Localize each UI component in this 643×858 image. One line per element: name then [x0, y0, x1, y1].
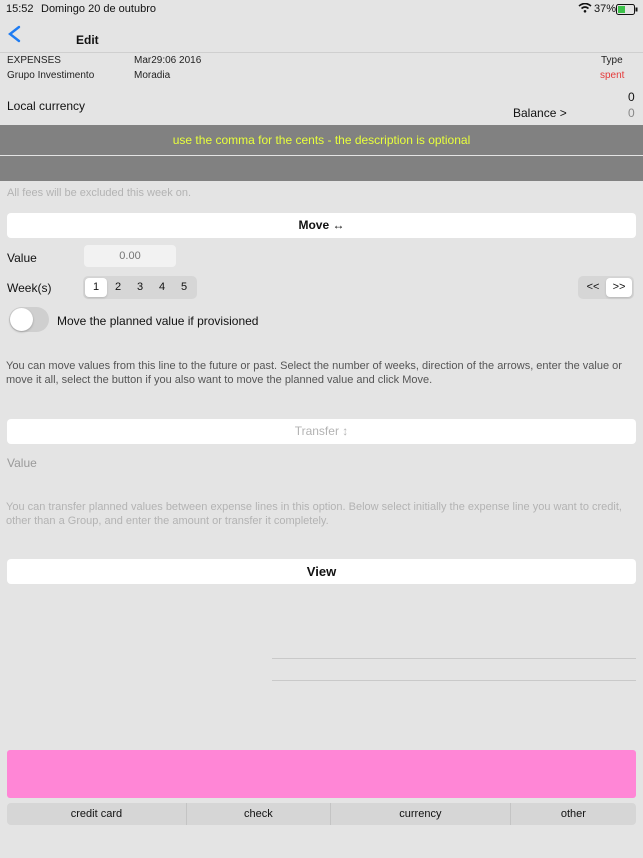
week-option-3[interactable]: 3	[136, 281, 144, 293]
week-option-5[interactable]: 5	[180, 281, 188, 293]
tab-check[interactable]: check	[187, 803, 331, 825]
week-option-4[interactable]: 4	[158, 281, 166, 293]
direction-back[interactable]: <<	[586, 281, 600, 293]
transfer-description: You can transfer planned values between expense lines in this option. Below select initially the expense line you want to credit, other than a Group, and enter the amount or transfer it completely.	[6, 501, 622, 527]
amount-value: 0	[628, 90, 635, 104]
move-button[interactable]	[7, 213, 636, 238]
view-button-label: View	[306, 564, 337, 579]
tab-currency[interactable]: currency	[331, 803, 511, 825]
transfer-button[interactable]	[7, 419, 636, 444]
nav-title: Edit	[76, 33, 99, 47]
move-planned-toggle[interactable]	[9, 307, 49, 332]
color-block	[7, 750, 636, 798]
wifi-icon	[578, 3, 592, 16]
payment-tabs[interactable]	[7, 803, 636, 825]
entry-date: Mar29:06 2016	[134, 55, 202, 66]
type-label: Type	[601, 55, 623, 66]
battery-percent: 37%	[594, 3, 617, 15]
tab-credit-card[interactable]: credit card	[7, 803, 187, 825]
item-name: Moradia	[134, 70, 171, 81]
direction-selector[interactable]	[578, 276, 634, 299]
back-chevron-icon[interactable]	[6, 24, 22, 48]
move-value-input[interactable]	[84, 245, 176, 267]
view-button[interactable]	[7, 559, 636, 584]
description-field[interactable]	[0, 156, 643, 181]
divider	[272, 658, 636, 659]
type-value: spent	[600, 70, 625, 81]
week-option-2[interactable]: 2	[114, 281, 122, 293]
status-date: Domingo 20 de outubro	[41, 3, 156, 15]
status-bar	[0, 0, 643, 20]
weeks-label: Week(s)	[7, 281, 52, 295]
balance-button[interactable]: Balance >	[513, 106, 567, 120]
transfer-button-label: Transfer ↕	[294, 424, 349, 438]
week-option-1[interactable]: 1	[85, 278, 107, 297]
transfer-value-label: Value	[7, 456, 37, 470]
direction-forward[interactable]: >>	[606, 278, 632, 297]
move-description: You can move values from this line to the future or past. Select the number of weeks, direction of the arrows, enter the value or move it all, select the button if you also want to move the planned value and click Move.	[6, 360, 622, 386]
move-value-label: Value	[7, 251, 37, 265]
info-banner: use the comma for the cents - the description is optional	[0, 125, 643, 155]
currency-label: Local currency	[7, 99, 86, 113]
move-button-label: Move ↔	[298, 218, 345, 232]
toggle-label: Move the planned value if provisioned	[57, 314, 259, 328]
battery-icon	[616, 4, 638, 18]
balance-value: 0	[628, 106, 635, 120]
category-label: EXPENSES	[7, 55, 61, 66]
status-time: 15:52	[6, 3, 34, 15]
divider	[272, 680, 636, 681]
fees-note: All fees will be excluded this week on.	[7, 187, 192, 199]
weeks-selector[interactable]	[83, 276, 197, 299]
toggle-knob	[10, 308, 33, 331]
tab-other[interactable]: other	[560, 808, 586, 820]
group-name: Grupo Investimento	[7, 70, 95, 81]
